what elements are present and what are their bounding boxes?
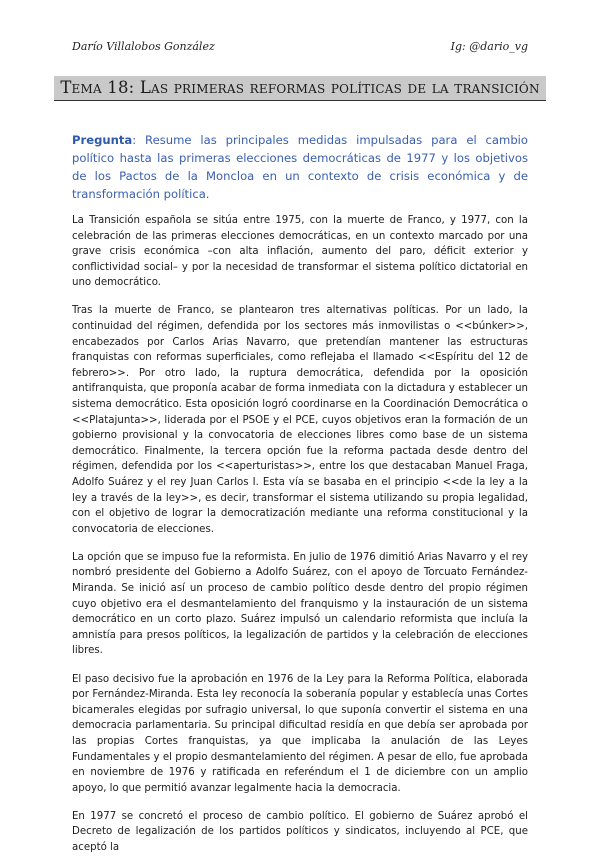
page-title-wrapper <box>0 76 600 101</box>
question-label: Pregunta <box>72 133 133 147</box>
paragraph-4: El paso decisivo fue la aprobación en 1976 de la Ley para la Reforma Política, elaborada por Fernández-Miranda. Esta ley reconocía la soberanía popular y establecía unas Cortes bicamerales elegidas por sufragio universal, lo que suponía convertir el sistema en una democracia parlamentaria. Su principal dificultad residía en que debía ser aprobada por las propias Cortes franquistas, ya que implicaba la anulación de las Leyes Fundamentales y el propio desmantelamiento del régimen. A pesar de ello, fue aprobada en noviembre de 1976 y ratificada en referéndum el 1 de diciembre con un amplio apoyo, lo que permitió avanzar legalmente hacia la democracia. <box>72 673 528 794</box>
question-block <box>72 131 528 203</box>
header-handle: Ig: @dario_vg <box>450 40 528 53</box>
question-text: : Resume las principales medidas impulsadas para el cambio político hasta las primeras elecciones democráticas de 1977 y los objetivos de los Pactos de la Moncloa en un contexto de crisis económica y de transformación política. <box>72 133 528 201</box>
paragraph-2: Tras la muerte de Franco, se plantearon tres alternativas políticas. Por un lado, la continuidad del régimen, defendida por los sectores más inmovilistas o <<búnker>>, encabezados por Carlos Arias Navarro, que pretendían mantener las estructuras franquistas con reformas superficiales, como reflejaba el llamado <<Espíritu del 12 de febrero>>. Por otro lado, la ruptura democrática, defendida por la oposición antifranquista, que proponía acabar de forma inmediata con la dictadura y establecer un sistema democrático. Esta oposición logró coordinarse en la Coordinación Democrática o <<Platajunta>>, liderada por el PSOE y el PCE, cuyos objetivos eran la formación de un gobierno provisional y la convocatoria de elecciones libres como base de un sistema democrático. Finalmente, la tercera opción fue la reforma pactada desde dentro del régimen, defendida por los <<aperturistas>>, entre los que destacaban Manuel Fraga, Adolfo Suárez y el rey Juan Carlos I. Esta vía se basaba en el principio <<de la ley a la ley a través de la ley>>, es decir, transformar el sistema utilizando su propia legalidad, con el objetivo de lograr la democratización mediante una reforma constitucional y la convocatoria de elecciones. <box>72 305 528 535</box>
paragraph-5: En 1977 se concretó el proceso de cambio político. El gobierno de Suárez aprobó el Decreto de legalización de los partidos políticos y sindicatos, incluyendo al PCE, que aceptó la <box>72 810 528 853</box>
page-title: Tema 18: Las primeras reformas políticas de la transición <box>54 76 545 101</box>
paragraph-3: La opción que se impuso fue la reformista. En julio de 1976 dimitió Arias Navarro y el rey nombró presidente del Gobierno a Adolfo Suárez, con el apoyo de Torcuato Fernández-Miranda. Se inició así un proceso de cambio político desde dentro del propio régimen cuyo objetivo era el desmantelamiento del franquismo y la instauración de un sistema democrático en un corto plazo. Suárez impulsó un calendario reformista que incluía la amnistía para presos políticos, la legalización de partidos y la celebración de elecciones libres. <box>72 551 528 657</box>
paragraph-1: La Transición española se sitúa entre 1975, con la muerte de Franco, y 1977, con la celebración de las primeras elecciones democráticas, en un contexto marcado por una grave crisis económica –con alta inflación, aumento del paro, déficit exterior y conflictividad social– y por la necesidad de transformar el sistema político dictatorial en uno democrático. <box>72 215 528 289</box>
header-author: Darío Villalobos González <box>72 40 215 53</box>
body-text <box>72 213 528 868</box>
